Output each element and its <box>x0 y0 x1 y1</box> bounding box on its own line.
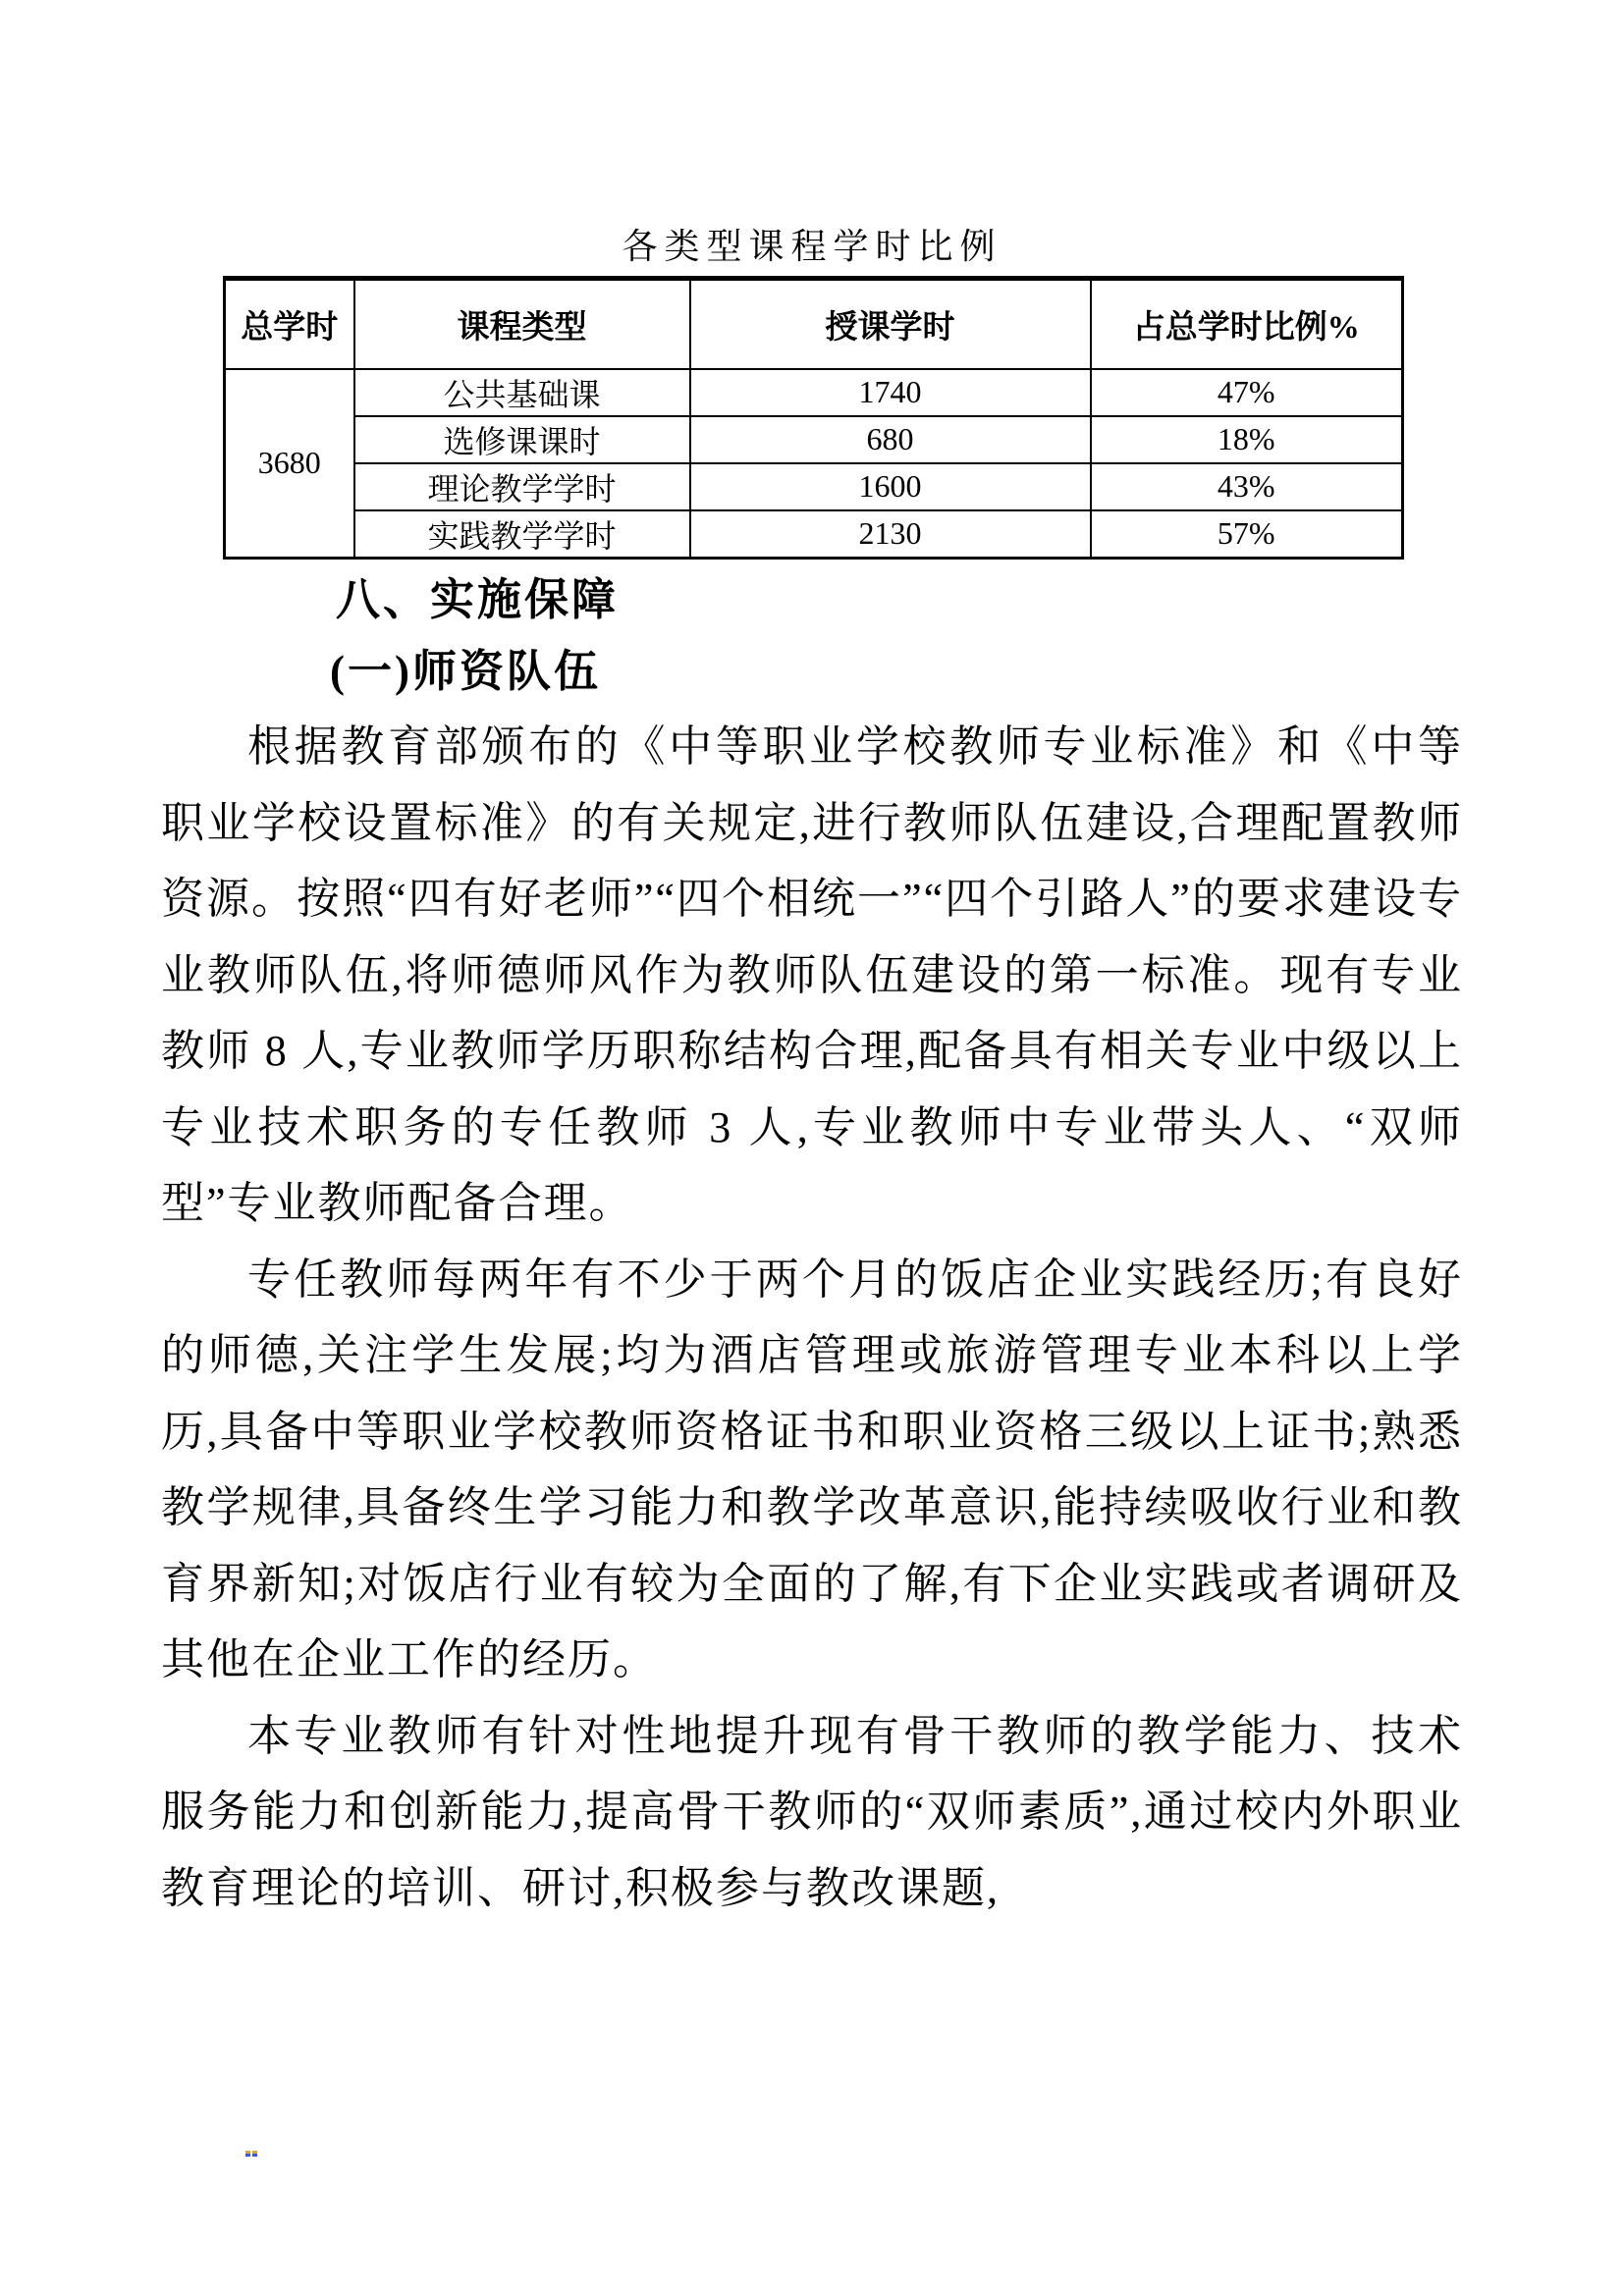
artifact-dot <box>252 2151 257 2157</box>
hours-cell: 680 <box>690 416 1091 463</box>
table-row <box>225 463 1403 510</box>
header-total-hours: 总学时 <box>225 279 354 369</box>
course-type-cell: 选修课课时 <box>354 416 690 463</box>
body-text <box>161 709 1463 1926</box>
subsection-heading: (一)师资队伍 <box>330 647 601 696</box>
percent-cell: 57% <box>1091 510 1403 559</box>
course-type-cell: 实践教学学时 <box>354 510 690 559</box>
percent-cell: 43% <box>1091 463 1403 510</box>
table-row <box>225 416 1403 463</box>
percent-cell: 18% <box>1091 416 1403 463</box>
table-row <box>225 369 1403 416</box>
table-title: 各类型课程学时比例 <box>622 227 1002 266</box>
total-hours-cell: 3680 <box>225 369 354 559</box>
header-teaching-hours: 授课学时 <box>690 279 1091 369</box>
paragraph: 专任教师每两年有不少于两个月的饭店企业实践经历;有良好的师德,关注学生发展;均为酒店管理或旅游管理专业本科以上学历,具备中等职业学校教师资格证书和职业资格三级以上证书;熟悉教学规律,具备终生学习能力和教学改革意识,能持续吸收行业和教育界新知;对饭店行业有较为全面的了解,有下企业实践或者调研及其他在企业工作的经历。 <box>161 1255 1463 1683</box>
course-hours-table <box>223 276 1404 560</box>
hours-cell: 2130 <box>690 510 1091 559</box>
artifact-dot <box>245 2151 250 2157</box>
page-artifact-dots <box>245 2151 257 2157</box>
hours-cell: 1600 <box>690 463 1091 510</box>
paragraph: 本专业教师有针对性地提升现有骨干教师的教学能力、技术服务能力和创新能力,提高骨干教师的“双师素质”,通过校内外职业教育理论的培训、研讨,积极参与教改课题, <box>161 1711 1463 1912</box>
header-percent: 占总学时比例% <box>1091 279 1403 369</box>
percent-cell: 47% <box>1091 369 1403 416</box>
course-type-cell: 公共基础课 <box>354 369 690 416</box>
paragraph: 根据教育部颁布的《中等职业学校教师专业标准》和《中等职业学校设置标准》的有关规定,进行教师队伍建设,合理配置教师资源。按照“四有好老师”“四个相统一”“四个引路人”的要求建设专业教师队伍,将师德师风作为教师队伍建设的第一标准。现有专业教师 8 人,专业教师学历职称结构合理,配备具有相关专业中级以上专业技术职务的专任教师 3 人,专业教师中专业带头人、“双师型”专业教师配备合理。 <box>161 722 1463 1227</box>
section-heading: 八、实施保障 <box>336 574 620 624</box>
course-type-cell: 理论教学学时 <box>354 463 690 510</box>
table-header-row <box>225 279 1403 369</box>
table-row <box>225 510 1403 559</box>
hours-cell: 1740 <box>690 369 1091 416</box>
header-course-type: 课程类型 <box>354 279 690 369</box>
